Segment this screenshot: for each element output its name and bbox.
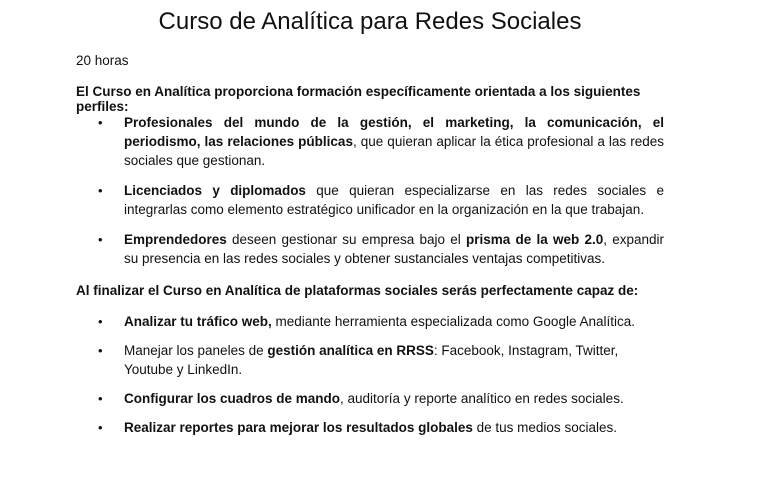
bullet-icon: •	[98, 115, 103, 130]
skill-text: mediante herramienta especializada como Google Analítica.	[271, 314, 635, 329]
skill-bold-text: Analizar tu tráfico web,	[124, 314, 272, 329]
skill-bold-text: gestión analítica en RRSS	[267, 343, 434, 358]
skills-intro: Al finalizar el Curso en Analítica de plataformas sociales serás perfectamente capaz de:	[76, 283, 639, 298]
bullet-icon: •	[98, 343, 103, 358]
profile-text: deseen gestionar su empresa bajo el	[226, 232, 467, 247]
profile-text: que quieran especializarse en las redes sociales e integrarlas como elemento estratégico unificador en la organización en la que trabajan.	[124, 183, 664, 217]
list-item	[98, 181, 664, 219]
bullet-icon: •	[98, 391, 103, 406]
bullet-icon: •	[98, 183, 103, 198]
skill-text: : Facebook, Instagram, Twitter, Youtube y LinkedIn.	[124, 343, 619, 377]
profile-bold-text: prisma de la web 2.0	[466, 232, 604, 247]
skills-list	[98, 312, 664, 447]
profiles-intro: El Curso en Analítica proporciona formación específicamente orientada a los siguientes perfiles:	[76, 84, 641, 114]
profile-text: , expandir su presencia en las redes sociales y obtener sustanciales ventajas competitivas.	[124, 232, 664, 266]
course-hours: 20 horas	[76, 53, 129, 68]
list-item	[98, 389, 664, 408]
profile-bold-text: Licenciados y diplomados	[124, 183, 306, 198]
profile-text: , que quieran aplicar la ética profesional a las redes sociales que gestionan.	[124, 134, 664, 168]
profile-bold-text: Emprendedores	[124, 232, 227, 247]
profile-bold-text: Profesionales del mundo de la gestión, el marketing, la comunicación, el periodismo, las relaciones públicas	[124, 115, 664, 149]
bullet-icon: •	[98, 314, 103, 329]
list-item	[98, 341, 664, 379]
skill-text: de tus medios sociales.	[472, 420, 617, 435]
bullet-icon: •	[98, 232, 103, 247]
list-item	[98, 418, 664, 437]
bullet-icon: •	[98, 420, 103, 435]
skill-text: , auditoría y reporte analítico en redes sociales.	[340, 391, 624, 406]
skill-text: Manejar los paneles de	[124, 343, 268, 358]
list-item	[98, 113, 664, 170]
list-item	[98, 312, 664, 331]
page-title: Curso de Analítica para Redes Sociales	[158, 8, 582, 35]
profiles-list	[98, 113, 664, 279]
list-item	[98, 230, 664, 268]
skill-bold-text: Configurar los cuadros de mando	[124, 391, 341, 406]
skill-bold-text: Realizar reportes para mejorar los resultados globales	[124, 420, 473, 435]
